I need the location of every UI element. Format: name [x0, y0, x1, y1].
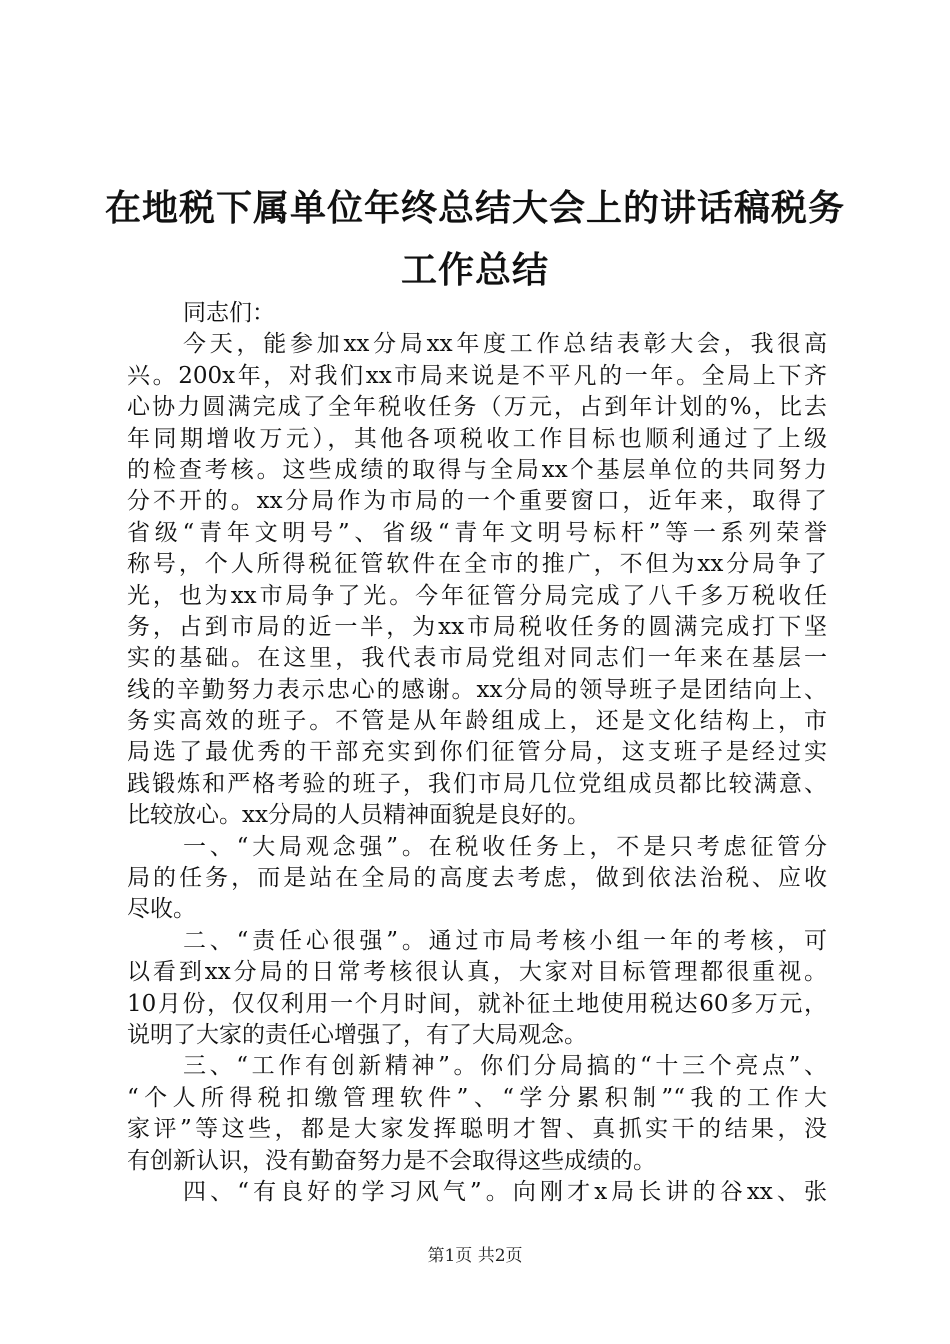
body-line: 局的任务，而是站在全局的高度去考虑，做到依法治税、应收 [127, 865, 827, 892]
salutation: 同志们： [183, 300, 275, 326]
body-line: 尽收。 [127, 896, 196, 923]
body-line: 心协力圆满完成了全年税收任务（万元，占到年计划的%，比去 [127, 394, 827, 421]
body-line: “个人所得税扣缴管理软件”、“学分累积制”“我的工作大 [127, 1084, 827, 1111]
body-line: 兴。200x年，对我们xx市局来说是不平凡的一年。全局上下齐 [127, 362, 827, 389]
body-line: 一、“大局观念强”。在税收任务上，不是只考虑征管分 [183, 833, 827, 860]
body-line: 称号，个人所得税征管软件在全市的推广，不但为xx分局争了 [127, 551, 827, 578]
body-line: 务，占到市局的近一半，为xx市局税收任务的圆满完成打下坚 [127, 613, 827, 640]
body-line: 省级“青年文明号”、省级“青年文明号标杆”等一系列荣誉 [127, 519, 827, 546]
body-line: 线的辛勤努力表示忠心的感谢。xx分局的领导班子是团结向上、 [127, 676, 827, 703]
body-line: 以看到xx分局的日常考核很认真，大家对目标管理都很重视。 [127, 959, 827, 986]
body-line: 比较放心。xx分局的人员精神面貌是良好的。 [127, 802, 590, 829]
body-line: 今天，能参加xx分局xx年度工作总结表彰大会，我很高 [183, 331, 827, 358]
body-line: 践锻炼和严格考验的班子，我们市局几位党组成员都比较满意、 [127, 770, 827, 797]
body-line: 光，也为xx市局争了光。今年征管分局完成了八千多万税收任 [127, 582, 827, 609]
body-line: 二、“责任心很强”。通过市局考核小组一年的考核，可 [183, 927, 827, 954]
document-title-line2: 工作总结 [400, 249, 549, 291]
body-line: 的检查考核。这些成绩的取得与全局xx个基层单位的共同努力 [127, 456, 827, 483]
body-line: 三、“工作有创新精神”。你们分局搞的“十三个亮点”、 [183, 1053, 827, 1080]
document-title-line1: 在地税下属单位年终总结大会上的讲话稿税务 [104, 187, 845, 229]
body-line: 家评”等这些，都是大家发挥聪明才智、真抓实干的结果，没 [127, 1116, 827, 1143]
body-line: 说明了大家的责任心增强了，有了大局观念。 [127, 1021, 587, 1048]
document-body [127, 298, 827, 1208]
page-number-footer: 第1页 共2页 [427, 1246, 523, 1266]
body-line: 局选了最优秀的干部充实到你们征管分局，这支班子是经过实 [127, 739, 827, 766]
body-line: 四、“有良好的学习风气”。向刚才x局长讲的谷xx、张 [183, 1178, 827, 1205]
body-line: 10月份，仅仅利用一个月时间，就补征土地使用税达60多万元， [127, 990, 827, 1017]
body-line: 实的基础。在这里，我代表市局党组对同志们一年来在基层一 [127, 645, 827, 672]
body-line: 务实高效的班子。不管是从年龄组成上，还是文化结构上，市 [127, 708, 827, 735]
body-line: 年同期增收万元），其他各项税收工作目标也顺利通过了上级 [127, 425, 827, 452]
body-line: 有创新认识，没有勤奋努力是不会取得这些成绩的。 [127, 1147, 656, 1174]
body-line: 分不开的。xx分局作为市局的一个重要窗口，近年来，取得了 [127, 488, 827, 515]
